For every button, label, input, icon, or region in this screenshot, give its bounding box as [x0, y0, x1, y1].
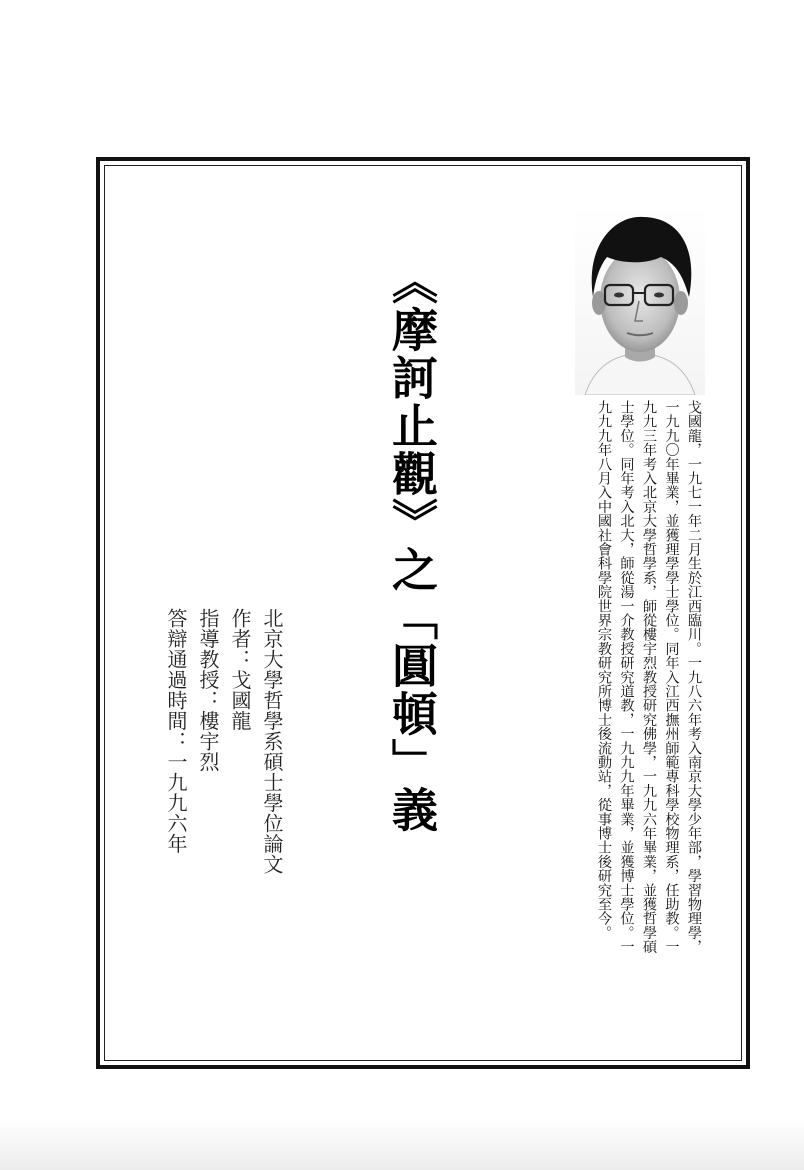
- thesis-info-block: [148, 608, 288, 908]
- author-portrait-photo: [575, 205, 705, 395]
- scan-bottom-shadow: [0, 1118, 804, 1170]
- thesis-degree-line: 北京大學哲學系碩士學位論文: [260, 608, 284, 875]
- thesis-defense-date-line: 答辯通過時間：一九九六年: [164, 608, 188, 854]
- thesis-author-line: 作者：戈國龍: [228, 608, 252, 731]
- thesis-advisor-line: 指導教授：樓宇烈: [196, 608, 220, 772]
- thesis-title: 《摩訶止觀》之「圓頓」義: [385, 258, 439, 834]
- author-biography: 戈國龍，一九七一年二月生於江西臨川。一九八六年考入南京大學少年部，學習物理學，一九九〇年畢業，並獲理學學士學位。同年入江西撫州師範專科學校物理系，任助教。一九九三年考入北京大學哲學系，師從樓宇烈教授研究佛學，一九九六年畢業，並獲哲學碩士學位。同年考入北大，師從湯一介教授研究道教，一九九九年畢業，並獲博士學位。一九九九年八月入中國社會科學院世界宗教研究所博士後流動站，從事博士後研究至今。: [596, 400, 702, 954]
